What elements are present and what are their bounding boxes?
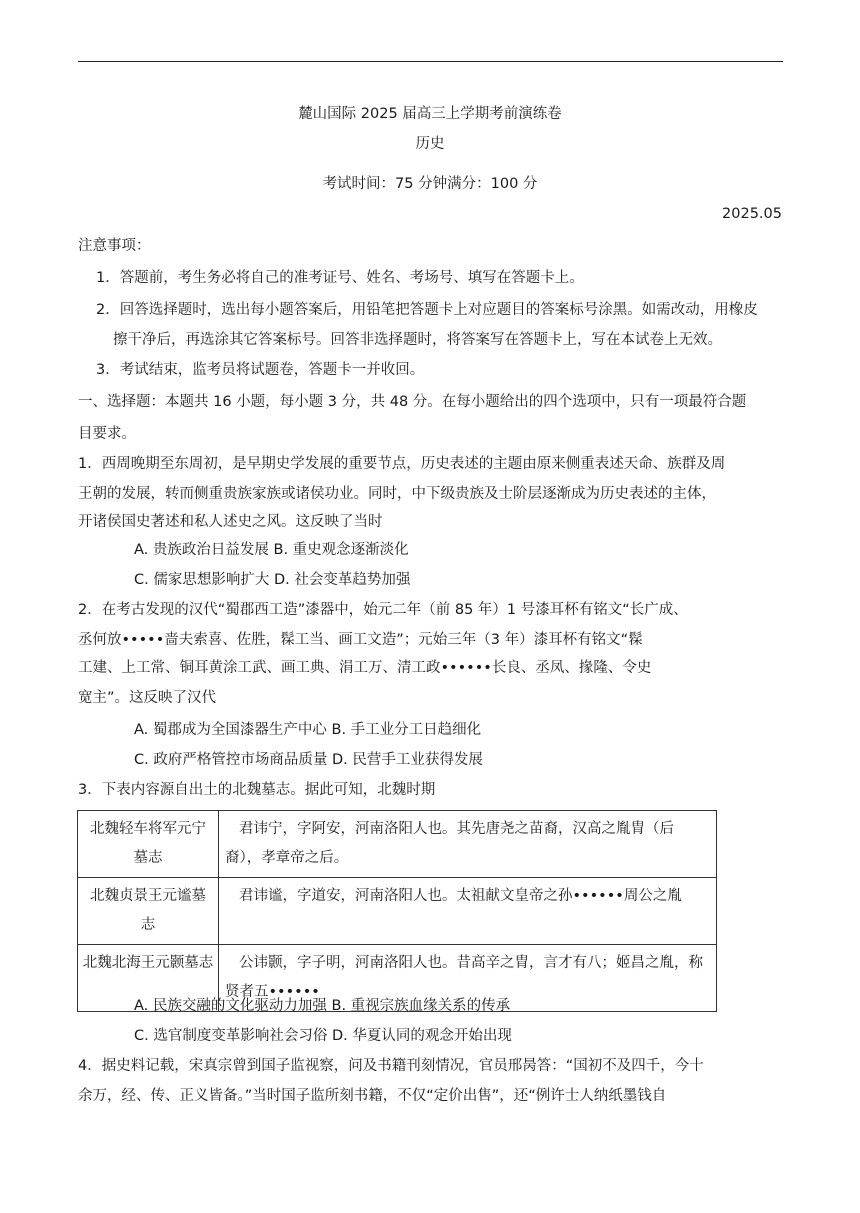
notes-heading: 注意事项： — [78, 238, 151, 254]
epitaph-name-cell: 北魏轻车将军元宁墓志 — [78, 811, 219, 878]
table-row — [78, 811, 717, 878]
section-heading: 一、选择题：本题共 16 小题，每小题 3 分，共 48 分。在每小题给出的四个选项中，只有一项最符合题 — [78, 394, 747, 410]
q2-stem-line: 丞何放•••••啬夫索喜、佐胜，髹工当、画工文造”；元始三年（3 年）漆耳杯有铭文“髹 — [78, 632, 643, 648]
epitaph-name-cell: 北魏贞景王元谧墓志 — [78, 878, 219, 945]
q3-epitaph-table — [77, 810, 717, 1012]
exam-time-info: 考试时间：75 分钟满分：100 分 — [322, 176, 538, 192]
epitaph-text-cell: 君讳宁，字阿安，河南洛阳人也。其先唐尧之苗裔，汉高之胤胄（后裔），孝章帝之后。 — [219, 811, 717, 878]
epitaph-name-cell: 北魏北海王元颢墓志 — [78, 945, 219, 1012]
exam-title: 麓山国际 2025 届高三上学期考前演练卷 — [298, 106, 562, 122]
q1-stem-line: 1．西周晚期至东周初，是早期史学发展的重要节点，历史表述的主题由原来侧重表述天命、族群及周 — [78, 456, 726, 472]
section-heading-cont: 目要求。 — [78, 426, 136, 442]
note-item: 3．考试结束，监考员将试题卷，答题卡一并收回。 — [96, 362, 425, 378]
q2-options-cd: C. 政府严格管控市场商品质量 D. 民营手工业获得发展 — [134, 752, 483, 768]
epitaph-text-cell: 君讳谧，字道安，河南洛阳人也。太祖献文皇帝之孙••••••周公之胤 — [219, 878, 717, 945]
q2-stem-line: 工建、上工常、铜耳黄涂工武、画工典、涓工万、清工政••••••长良、丞凤、掾隆、令史 — [78, 660, 652, 676]
q3-options-cd: C. 选官制度变革影响社会习俗 D. 华夏认同的观念开始出现 — [134, 1028, 512, 1044]
q1-options-cd: C. 儒家思想影响扩大 D. 社会变革趋势加强 — [134, 572, 411, 588]
header-rule — [78, 61, 783, 62]
note-item: 2．回答选择题时，选出每小题答案后，用铅笔把答题卡上对应题目的答案标号涂黑。如需改动，用橡皮 — [96, 302, 758, 318]
q1-stem-line: 王朝的发展，转而侧重贵族家族或诸侯功业。同时，中下级贵族及士阶层逐渐成为历史表述的主体， — [78, 486, 716, 502]
q1-stem-line: 开诸侯国史著述和私人述史之风。这反映了当时 — [78, 514, 383, 530]
q1-options-ab: A. 贵族政治日益发展 B. 重史观念逐渐淡化 — [134, 542, 409, 558]
table-row — [78, 878, 717, 945]
q2-stem-line: 2．在考古发现的汉代“蜀郡西工造”漆器中，始元二年（前 85 年）1 号漆耳杯有铭文“长广成、 — [78, 602, 688, 618]
q4-stem-line: 余万，经、传、正义皆备。”当时国子监所刻书籍，不仅“定价出售”，还“例许士人纳纸墨钱自 — [78, 1088, 667, 1104]
q4-stem-line: 4．据史料记载，宋真宗曾到国子监视察，问及书籍刊刻情况，官员邢昺答：“国初不及四千，今十 — [78, 1058, 704, 1074]
q2-options-ab: A. 蜀郡成为全国漆器生产中心 B. 手工业分工日趋细化 — [134, 722, 482, 738]
note-item: 1．答题前，考生务必将自己的准考证号、姓名、考场号、填写在答题卡上。 — [96, 270, 584, 286]
epitaph-text-cell: 公讳颢，字子明，河南洛阳人也。昔高辛之胄，言才有八；姬昌之胤，称贤者五•••••• — [219, 945, 717, 1012]
subject-title: 历史 — [415, 136, 445, 152]
q3-stem: 3．下表内容源自出土的北魏墓志。据此可知，北魏时期 — [78, 782, 436, 798]
q3-options-ab: A. 民族交融的文化驱动力加强 B. 重视宗族血缘关系的传承 — [134, 998, 511, 1014]
q2-stem-line: 宽主”。这反映了汉代 — [78, 690, 217, 706]
note-item-continuation: 擦干净后，再选涂其它答案标号。回答非选择题时，将答案写在答题卡上，写在本试卷上无效。 — [113, 332, 722, 348]
exam-date: 2025.05 — [722, 206, 782, 222]
